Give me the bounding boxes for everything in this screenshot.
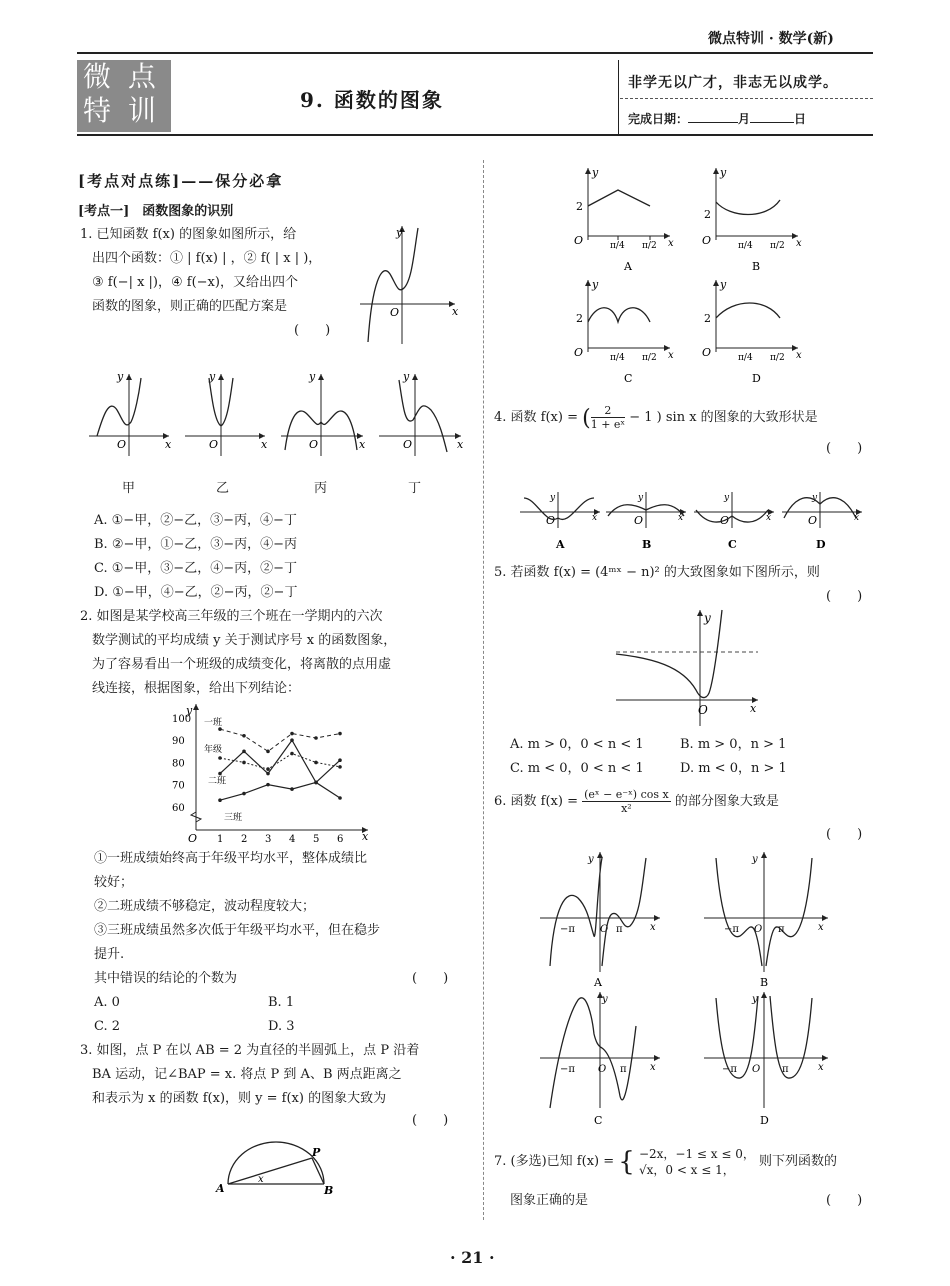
q6-frac-num: (eˣ − e⁻ˣ) cos x [584, 788, 669, 801]
q6-stem: 6. 函数 f(x) = $\frac{\text{(eˣ − e⁻ˣ) cos x}}{\text{x²}}$ 的部分图象大致是 [494, 788, 779, 815]
q6-label-C: C [594, 1114, 603, 1127]
q7-stem: 7. (多选)已知 f(x) = { −2x，−1 ≤ x ≤ 0， √x，0 < x ≤ 1， 则下列函数的 [494, 1147, 838, 1177]
svg-text:x: x [668, 350, 674, 361]
q3-label-x: x [258, 1174, 264, 1185]
svg-text:−π: −π [722, 1064, 737, 1075]
svg-text:2: 2 [704, 208, 711, 221]
q2-ytick-80: 80 [172, 758, 185, 770]
svg-text:x: x [818, 922, 824, 933]
q2-y-label: y [186, 704, 193, 717]
q4-answer-paren: ( ) [826, 441, 863, 456]
q2-series-label-1: 年级 [204, 745, 223, 755]
q1-option-b: B. ②−甲，①−乙，③−丙，④−丙 [94, 537, 298, 552]
svg-text:−π: −π [724, 924, 739, 935]
q2-stmt-1b: 较好； [94, 875, 134, 890]
svg-text:π/4: π/4 [610, 353, 625, 363]
q4-answer-graphs [516, 490, 866, 552]
svg-text:x: x [854, 513, 860, 523]
svg-text:2: 2 [576, 312, 583, 325]
svg-text:y: y [117, 370, 124, 383]
q2-option-b: B. 1 [268, 995, 295, 1010]
svg-text:x: x [766, 513, 772, 523]
q2-line-2: 数学测试的平均成绩 y 关于测试序号 x 的函数图象， [92, 633, 397, 648]
q1-four-graphs [85, 370, 470, 458]
q2-ytick-90: 90 [172, 736, 185, 748]
q2-stmt-2: ②二班成绩不够稳定，波动程度较大； [94, 899, 316, 914]
svg-text:x: x [261, 438, 268, 451]
q3-line-1: 3. 如图，点 P 在以 AB = 2 为直径的半圆弧上，点 P 沿着 [80, 1043, 420, 1058]
q2-answer-paren: ( ) [412, 971, 449, 986]
q4-label-B: B [642, 538, 652, 551]
badge-line2: 特 训 [83, 94, 160, 127]
svg-text:x: x [750, 702, 757, 715]
q3-label-D: D [752, 372, 761, 384]
q2-point-3-1 [242, 792, 246, 796]
q2-x-label: x [362, 830, 369, 842]
svg-text:x: x [796, 350, 802, 361]
svg-text:y: y [704, 611, 711, 625]
svg-text:π/4: π/4 [738, 241, 753, 251]
q5-option-c: C. m < 0，0 < n < 1 [510, 761, 644, 776]
q2-point-3-3 [290, 787, 294, 791]
q1-option-c: C. ①−甲，③−乙，④−丙，②−丁 [94, 561, 297, 576]
svg-text:O: O [403, 438, 413, 451]
q4-frac-den: 1 + eˣ [590, 418, 626, 431]
q2-point-0-2 [266, 750, 270, 754]
header-dash [620, 98, 873, 99]
svg-text:y: y [638, 493, 644, 503]
q2-point-1-3 [290, 752, 294, 756]
q2-ytick-60: 60 [172, 802, 185, 814]
date-day: 日 [794, 112, 807, 126]
q2-ytick-100: 100 [172, 714, 192, 725]
q2-point-1-5 [338, 765, 342, 769]
q2-stmt-3: ③三班成绩虽然多次低于年级平均水平，但在稳步 [94, 923, 381, 938]
svg-text:y: y [602, 994, 608, 1005]
q2-line-1: 2. 如图是某学校高三年级的三个班在一学期内的六次 [80, 609, 383, 624]
q1-main-graph [360, 222, 460, 347]
q5-answer-paren: ( ) [826, 589, 863, 604]
date-label: 完成日期： [628, 112, 689, 126]
q1-option-a: A. ①−甲，②−乙，③−丙，④−丁 [94, 513, 297, 528]
motto: 非学无以广才，非志无以成学。 [628, 75, 838, 91]
svg-text:O: O [598, 1064, 607, 1075]
q2-option-c: C. 2 [94, 1019, 121, 1034]
page-number: · 21 · [450, 1248, 495, 1267]
svg-text:2: 2 [576, 200, 583, 213]
column-divider [483, 160, 484, 1220]
svg-text:x: x [796, 238, 802, 249]
q1-main-y: y [396, 226, 403, 239]
q2-series-line-2 [220, 740, 340, 782]
q1-graph-label-4: 丁 [408, 481, 422, 496]
svg-text:O: O [698, 703, 708, 717]
q1-line-4: 函数的图象，则正确的匹配方案是 [92, 299, 288, 314]
svg-text:x: x [457, 438, 464, 451]
q3-label-a: A [216, 1182, 225, 1194]
q4-label-A: A [556, 538, 565, 551]
q6-graph-c [540, 992, 660, 1108]
svg-text:x: x [359, 438, 366, 451]
svg-text:y: y [592, 278, 599, 291]
q1-answer-paren: ( ) [294, 323, 331, 338]
svg-text:π/2: π/2 [642, 353, 657, 363]
q3-label-A: A [624, 260, 632, 273]
q3-line-3: 和表示为 x 的函数 f(x)，则 y = f(x) 的图象大致为 [92, 1091, 387, 1106]
svg-text:O: O [808, 514, 818, 527]
svg-text:y: y [752, 994, 758, 1005]
q6-label-A: A [594, 976, 602, 989]
q5-graph [612, 606, 762, 728]
q7-answer-paren: ( ) [826, 1193, 863, 1208]
q4-stem: 4. 函数 f(x) = ( $\frac{2}{\text{1 + eˣ}}$ − 1 ) sin x 的图象的大致形状是 [494, 404, 818, 431]
q5-option-b: B. m > 0，n > 1 [680, 737, 787, 752]
q2-series-label-2: 二班 [208, 776, 227, 787]
q7-case-1: −2x，−1 ≤ x ≤ 0， [638, 1147, 755, 1161]
q2-option-a: A. 0 [94, 995, 120, 1010]
svg-text:y: y [550, 493, 556, 503]
svg-text:x: x [678, 513, 684, 523]
q2-line-chart [168, 700, 378, 842]
q2-series-label-3: 三班 [224, 813, 243, 824]
q4-graph-a [520, 492, 600, 528]
q2-point-1-4 [314, 761, 318, 765]
q1-option-d: D. ①−甲，④−乙，②−丙，②−丁 [94, 585, 298, 600]
q3-label-p: P [312, 1146, 321, 1159]
q3-label-b: B [324, 1184, 334, 1194]
q1-line-3: ③ f(−| x |)，④ f(−x)，又给出四个 [92, 275, 298, 290]
q2-xtick-5: 5 [313, 834, 320, 842]
svg-text:π/4: π/4 [738, 353, 753, 363]
q3-graph-b [702, 166, 802, 251]
q1-main-x: x [452, 305, 459, 318]
q6-graph-d [704, 992, 828, 1108]
q5-option-d: D. m < 0，n > 1 [680, 761, 787, 776]
svg-text:y: y [724, 493, 730, 503]
q3-graph-a [574, 166, 674, 251]
q4-graph-d [782, 492, 862, 528]
q6-answer-paren: ( ) [826, 827, 863, 842]
svg-text:O: O [754, 924, 763, 935]
q2-point-2-5 [338, 758, 342, 762]
completion-date [628, 110, 806, 127]
svg-text:π: π [782, 1064, 789, 1075]
q2-line-3: 为了容易看出一个班级的成绩变化，将离散的点用虚 [92, 657, 392, 672]
q1-graph-label-1: 甲 [122, 481, 136, 496]
q1-main-o: O [390, 306, 400, 319]
q2-point-2-0 [218, 772, 222, 776]
q2-point-0-4 [314, 736, 318, 740]
svg-text:x: x [650, 922, 656, 933]
svg-text:x: x [650, 1062, 656, 1073]
q3-graph-d [702, 278, 802, 363]
svg-text:π/2: π/2 [770, 241, 785, 251]
section-title: [考点对点练]——保分必拿 [78, 172, 284, 190]
q3-semicircle-figure [214, 1136, 338, 1194]
q2-stmt-3b: 提升. [94, 947, 125, 962]
q2-point-3-2 [266, 783, 270, 787]
svg-text:y: y [812, 493, 818, 503]
q5-stem: 5. 若函数 f(x) = (4ᵐˣ − n)² 的大致图象如下图所示，则 [494, 565, 820, 580]
q1-graph-label-2: 乙 [216, 481, 230, 496]
q2-point-2-1 [242, 750, 246, 754]
q2-ask: 其中错误的结论的个数为 [94, 971, 238, 986]
q7-case-2: √x，0 < x ≤ 1， [638, 1163, 735, 1177]
svg-text:O: O [600, 924, 609, 935]
q2-xtick-3: 3 [265, 834, 272, 842]
q3-label-B: B [752, 260, 761, 273]
q2-xtick-1: 1 [217, 834, 224, 842]
q2-series-label-0: 一班 [204, 718, 223, 729]
q2-point-0-3 [290, 732, 294, 736]
q2-line-4: 线连接，根据图象，给出下列结论： [92, 681, 301, 696]
q6-answer-graphs [536, 846, 836, 1128]
series-name: 微点特训 · 数学(新) [708, 31, 834, 47]
svg-text:y: y [720, 278, 727, 291]
svg-text:y: y [588, 854, 594, 865]
q2-point-1-1 [242, 761, 246, 765]
svg-text:π: π [778, 924, 785, 935]
q4-graph-b [606, 492, 686, 528]
q4-frac-num: 2 [591, 404, 625, 418]
svg-text:O: O [209, 438, 219, 451]
section-subtitle: [考点一] 函数图象的识别 [78, 204, 234, 219]
svg-text:O: O [574, 346, 584, 359]
q1-graph-label-3: 丙 [314, 481, 328, 496]
header-divider [618, 60, 619, 134]
q2-point-3-5 [338, 796, 342, 800]
svg-text:y: y [720, 166, 727, 179]
q2-ytick-70: 70 [172, 780, 185, 792]
svg-text:O: O [752, 1064, 761, 1075]
q2-point-0-5 [338, 732, 342, 736]
q3-answer-paren: ( ) [412, 1113, 449, 1128]
q6-label-B: B [760, 976, 769, 989]
svg-text:π: π [616, 924, 623, 935]
q1-line-2: 出四个函数：① | f(x) | ，② f( | x | )， [92, 251, 322, 266]
q2-point-2-3 [290, 738, 294, 742]
q2-point-1-0 [218, 756, 222, 760]
q2-point-3-0 [218, 798, 222, 802]
q4-graph-c [694, 492, 774, 528]
svg-text:y: y [403, 370, 410, 383]
q2-xtick-6: 6 [337, 834, 344, 842]
header-rule-bottom [77, 134, 873, 136]
q2-xtick-4: 4 [289, 834, 296, 842]
q3-graph-c [574, 278, 674, 363]
svg-text:−π: −π [560, 924, 575, 935]
svg-text:x: x [165, 438, 172, 451]
q4-label-D: D [816, 538, 826, 551]
svg-text:O: O [720, 514, 730, 527]
svg-text:O: O [702, 346, 712, 359]
svg-text:O: O [634, 514, 644, 527]
q2-origin: O [188, 832, 198, 842]
svg-text:O: O [546, 514, 556, 527]
svg-text:π: π [620, 1064, 627, 1075]
q3-line-2: BA 运动，记∠BAP = x. 将点 P 到 A、B 两点距离之 [92, 1067, 402, 1082]
svg-text:O: O [574, 234, 584, 247]
q1-line-1: 1. 已知函数 f(x) 的图象如图所示，给 [80, 227, 297, 242]
svg-text:y: y [309, 370, 316, 383]
svg-text:y: y [592, 166, 599, 179]
q6-graph-b [704, 852, 828, 972]
date-month: 月 [738, 112, 751, 126]
q7-line-2: 图象正确的是 [510, 1193, 589, 1208]
q2-point-0-1 [242, 734, 246, 738]
page-title: 9. 函数的图象 [300, 88, 444, 112]
svg-text:x: x [668, 238, 674, 249]
svg-text:2: 2 [704, 312, 711, 325]
q2-stmt-1: ①一班成绩始终高于年级平均水平，整体成绩比 [94, 851, 368, 866]
badge [77, 60, 171, 132]
q2-point-3-4 [314, 781, 318, 785]
q2-point-2-2 [266, 772, 270, 776]
svg-text:π/2: π/2 [770, 353, 785, 363]
svg-text:y: y [752, 854, 758, 865]
header-rule-top [77, 52, 873, 54]
svg-text:π/4: π/4 [610, 241, 625, 251]
q2-series-line-0 [220, 729, 340, 751]
q6-label-D: D [760, 1114, 769, 1127]
q2-xtick-2: 2 [241, 834, 248, 842]
q2-series-line-3 [220, 782, 340, 800]
svg-text:−π: −π [560, 1064, 575, 1075]
q5-option-a: A. m > 0，0 < n < 1 [510, 737, 644, 752]
svg-text:x: x [592, 513, 598, 523]
q6-frac-den: x² [621, 802, 632, 815]
svg-text:x: x [818, 1062, 824, 1073]
q2-point-1-2 [266, 767, 270, 771]
svg-text:π/2: π/2 [642, 241, 657, 251]
q3-label-C: C [624, 372, 633, 384]
badge-line1: 微 点 [83, 60, 160, 93]
q4-label-C: C [728, 538, 737, 551]
svg-text:y: y [209, 370, 216, 383]
svg-text:O: O [117, 438, 127, 451]
q3-answer-graphs [570, 162, 820, 384]
svg-text:O: O [702, 234, 712, 247]
q2-option-d: D. 3 [268, 1019, 295, 1034]
q6-graph-a [540, 852, 660, 972]
svg-text:O: O [309, 438, 319, 451]
